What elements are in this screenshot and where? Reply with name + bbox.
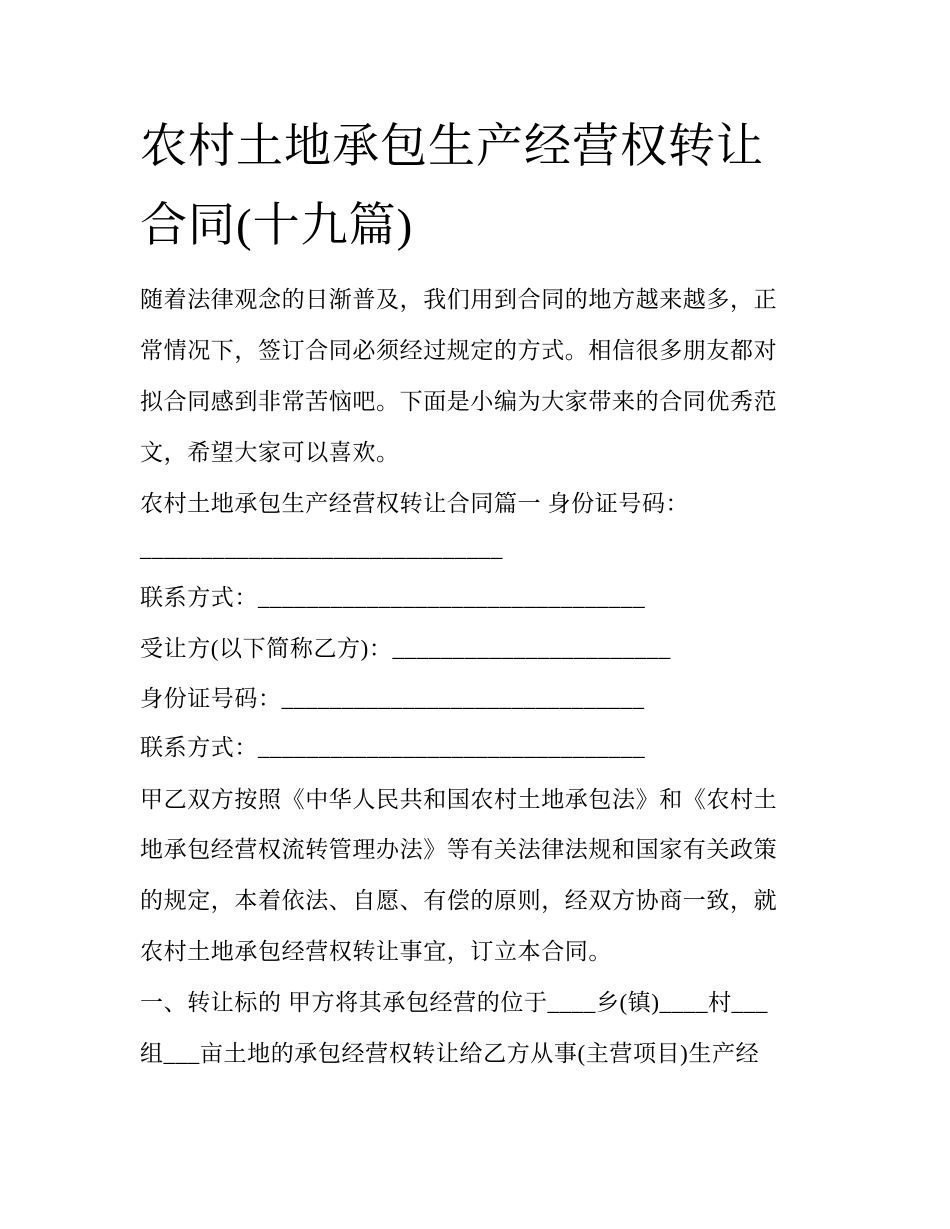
- body-line: 农村土地承包经营权转让事宜，订立本合同。: [140, 939, 612, 964]
- body-line: 文，希望大家可以喜欢。: [140, 440, 400, 465]
- body-line: 甲乙双方按照《中华人民共和国农村土地承包法》和《农村土: [140, 787, 778, 812]
- contact-field-line: 联系方式：________________________________: [140, 585, 646, 610]
- section-heading-line: 一、转让标的 甲方将其承包经营的位于____乡(镇)____村___: [140, 990, 768, 1015]
- transferee-field-line: 受让方(以下简称乙方)：_______________________: [140, 636, 671, 661]
- body-line: 组___亩土地的承包经营权转让给乙方从事(主营项目)生产经: [140, 1041, 760, 1066]
- body-line: 常情况下，签订合同必须经过规定的方式。相信很多朋友都对: [140, 338, 778, 363]
- id-number-field-line: 身份证号码：______________________________: [140, 686, 645, 711]
- body-line: 拟合同感到非常苦恼吧。下面是小编为大家带来的合同优秀范: [140, 389, 778, 414]
- body-line: 农村土地承包生产经营权转让合同篇一 身份证号码：: [140, 491, 690, 516]
- contact-field-line: 联系方式：________________________________: [140, 735, 646, 760]
- body-line: 地承包经营权流转管理办法》等有关法律法规和国家有关政策: [140, 837, 778, 862]
- document-title-line-2: 合同(十九篇): [140, 200, 414, 252]
- document-title-line-1: 农村土地承包生产经营权转让: [140, 121, 764, 173]
- body-line: 的规定，本着依法、自愿、有偿的原则，经双方协商一致，就: [140, 888, 778, 913]
- underline-field: ______________________________: [140, 536, 503, 561]
- body-line: 随着法律观念的日渐普及，我们用到合同的地方越来越多，正: [140, 287, 778, 312]
